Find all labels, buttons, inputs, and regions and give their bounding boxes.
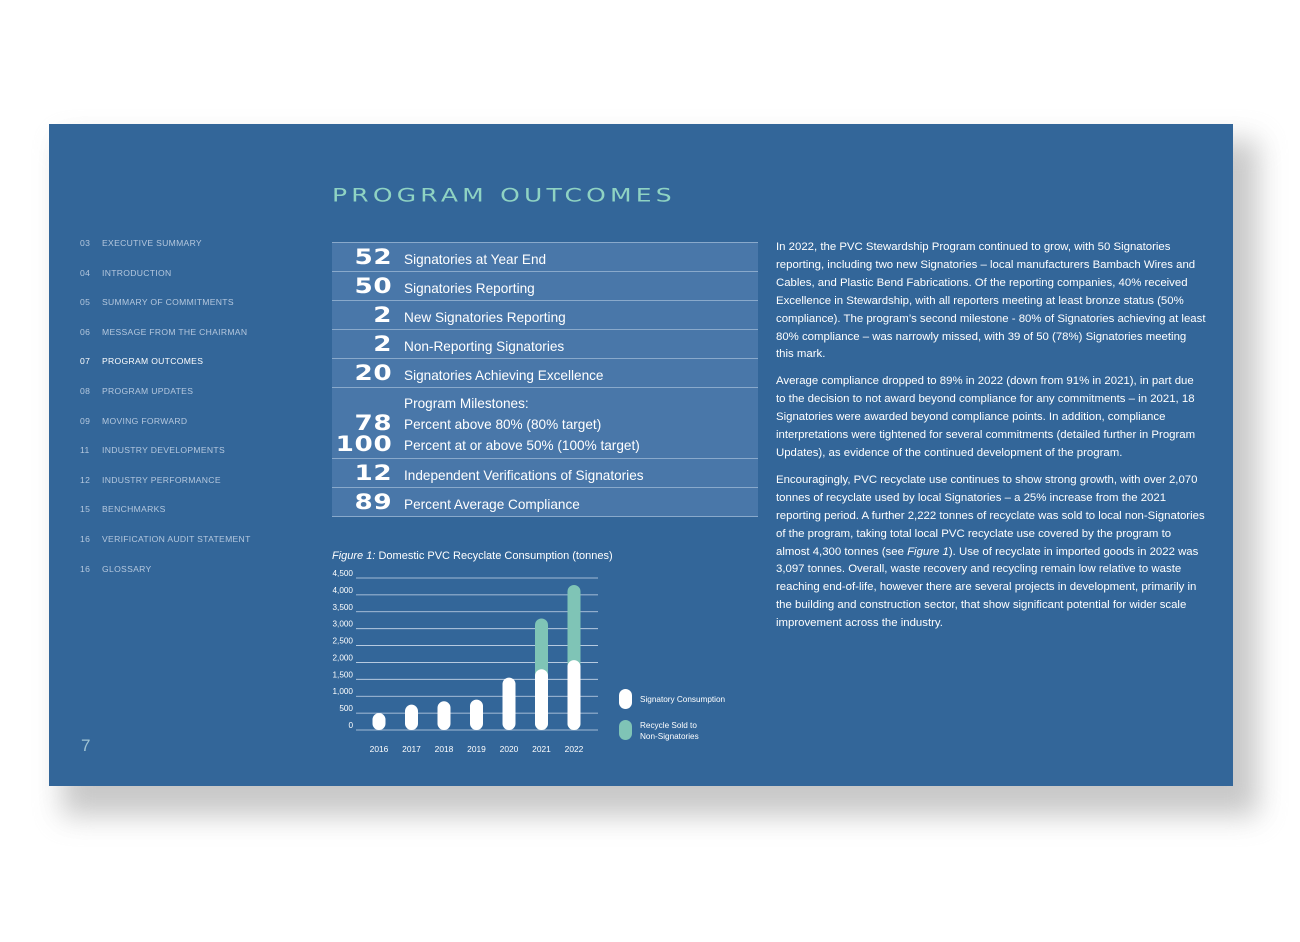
stat-label: Signatories Reporting: [404, 281, 535, 296]
toc-item-number: 12: [80, 474, 91, 485]
toc-item-number: 15: [80, 504, 91, 515]
bar-signatory-consumption: [568, 660, 581, 730]
y-tick-label: 3,000: [332, 619, 353, 629]
x-tick-label: 2020: [499, 744, 519, 754]
stat-value: 20: [354, 361, 392, 385]
toc-item-number: 16: [80, 534, 91, 544]
bar-signatory-consumption: [373, 713, 386, 730]
toc-item-number: 08: [80, 386, 91, 396]
toc-item-label: SUMMARY OF COMMITMENTS: [102, 297, 234, 308]
body-text: [776, 239, 1206, 642]
stat-value: 12: [354, 461, 392, 485]
toc-item-label: EXECUTIVE SUMMARY: [102, 238, 202, 248]
y-tick-label: 0: [348, 721, 353, 730]
stat-value: 78: [354, 411, 392, 435]
y-tick-label: 500: [339, 704, 353, 714]
toc-item-label: GLOSSARY: [102, 563, 152, 574]
bar-signatory-consumption: [438, 701, 451, 730]
paragraph: [776, 472, 1206, 633]
figure-caption-text: Domestic PVC Recyclate Consumption (tonnes): [375, 550, 613, 562]
toc-item-label: INDUSTRY PERFORMANCE: [102, 474, 221, 485]
stat-label: Percent at or above 50% (100% target): [404, 438, 640, 453]
stat-value: 2: [373, 303, 392, 327]
toc-item-number: 03: [80, 238, 91, 248]
y-tick-label: 4,000: [332, 585, 353, 595]
stat-label: Percent Average Compliance: [404, 497, 580, 512]
toc-item-label: PROGRAM OUTCOMES: [102, 356, 204, 367]
legend-label: Recycle Sold to: [640, 721, 697, 730]
y-tick-label: 3,500: [332, 602, 353, 612]
figure-reference: Figure 1: [907, 545, 949, 558]
page-title: PROGRAM OUTCOMES: [332, 184, 676, 206]
toc-item-label: VERIFICATION AUDIT STATEMENT: [102, 534, 251, 544]
paragraph: In 2022, the PVC Stewardship Program continued to grow, with 50 Signatories reporting, including two new Signatories – local manufacturers Bambach Wires and Cables, and Plastic Bend Fabrications. Of the reporting companies, 40% received Excellence in Stewardship, with all reporters meeting at least bronze status (50% compliance). The program’s second milestone - 80% of Signatories achieving at least 80% compliance – was narrowly missed, with 39 of 50 (78%) Signatories meeting this mark.: [776, 241, 1206, 361]
toc-item-label: BENCHMARKS: [102, 504, 166, 515]
milestones-heading: Program Milestones:: [404, 396, 529, 411]
y-tick-label: 1,500: [332, 670, 353, 680]
bar-signatory-consumption: [503, 678, 516, 730]
legend-label: Non-Signatories: [640, 732, 699, 741]
bar-signatory-consumption: [535, 669, 548, 730]
legend-swatch-non-signatories: [619, 720, 632, 740]
paragraph-text: Encouragingly, PVC recyclate use continues to show strong growth, with over 2,070 tonnes of recyclate used by local Signatories – a 25% increase from the 2021 reporting period. A further 2,222 tonnes of recyclate was sold to local non-Signatories of the program, taking total local PVC recyclate use covered by the program to almost 4,300 tonnes (see: [776, 473, 1205, 558]
stat-value: 89: [354, 490, 392, 514]
toc-item-label: INDUSTRY DEVELOPMENTS: [102, 445, 225, 456]
toc-item-number: 07: [80, 356, 91, 367]
paragraph-text: ). Use of recyclate in imported goods in 2022 was 3,097 tonnes. Overall, waste recovery and recycling remain low relative to waste reaching end-of-life, however there are several projects in development, primarily in the building and construction sector, that show significant potential for wider scale improvement across the industry.: [776, 545, 1199, 630]
stat-label: Signatories Achieving Excellence: [404, 368, 604, 383]
bar-signatory-consumption: [470, 700, 483, 730]
toc-item-number: 16: [80, 563, 91, 574]
bar-signatory-consumption: [405, 705, 418, 730]
y-tick-label: 2,000: [332, 653, 353, 663]
paragraph: Average compliance dropped to 89% in 2022 (down from 91% in 2021), in part due to the decision to not award beyond compliance for any commitments – in 2021, 18 Signatories were awarded beyond compliance points. In addition, compliance interpretations were tightened for several commitments (detailed further in Program Updates), as evidence of the continued development of the program.: [776, 375, 1196, 459]
toc-item-number: 05: [80, 297, 91, 308]
stat-value: 100: [335, 432, 392, 456]
x-tick-label: 2017: [402, 744, 421, 754]
stat-label: New Signatories Reporting: [404, 310, 566, 325]
y-tick-label: 2,500: [332, 636, 353, 646]
x-tick-label: 2016: [369, 744, 389, 754]
stat-value: 2: [373, 332, 392, 356]
toc-item-number: 09: [80, 415, 91, 426]
page-number: 7: [81, 736, 91, 755]
x-tick-label: 2018: [434, 744, 454, 754]
x-tick-label: 2019: [467, 744, 486, 754]
stat-value: 52: [354, 245, 392, 269]
toc-item-label: MOVING FORWARD: [102, 415, 188, 426]
stat-value: 50: [354, 274, 392, 298]
stat-label: Independent Verifications of Signatories: [404, 468, 644, 483]
x-tick-label: 2021: [532, 744, 551, 754]
report-page: [49, 124, 1233, 786]
x-tick-label: 2022: [564, 744, 584, 754]
y-tick-label: 1,000: [332, 687, 353, 697]
figure-caption-prefix: Figure 1:: [332, 550, 376, 562]
stat-label: Non-Reporting Signatories: [404, 339, 565, 354]
legend-swatch-signatory: [619, 689, 632, 709]
toc-item-number: 06: [80, 326, 91, 337]
y-tick-label: 4,500: [332, 569, 353, 578]
toc-item-number: 04: [80, 267, 91, 278]
legend-label: Signatory Consumption: [640, 695, 726, 704]
stat-label: Percent above 80% (80% target): [404, 417, 602, 432]
toc-item-label: MESSAGE FROM THE CHAIRMAN: [102, 326, 248, 337]
toc-item-number: 11: [80, 445, 90, 456]
toc-item-label: PROGRAM UPDATES: [102, 386, 194, 396]
toc-item-label: INTRODUCTION: [102, 267, 172, 278]
stat-label: Signatories at Year End: [404, 252, 547, 267]
